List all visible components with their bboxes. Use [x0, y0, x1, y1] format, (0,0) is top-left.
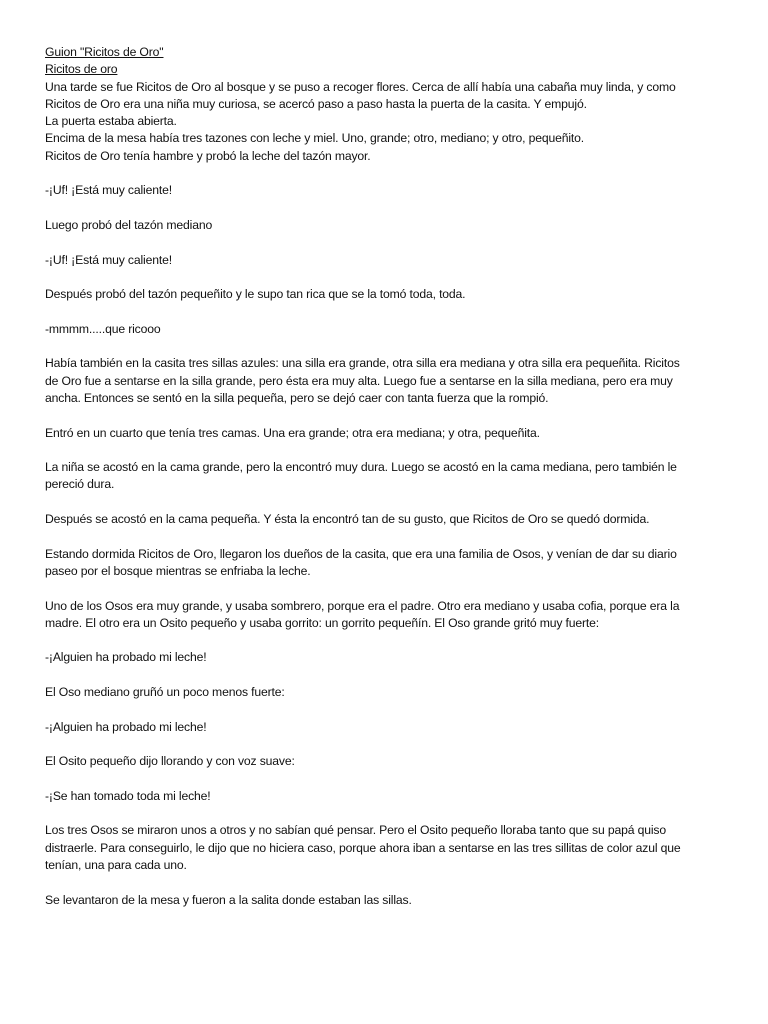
story-paragraph [45, 788, 725, 805]
paragraph-line: -¡Uf! ¡Está muy caliente! [45, 252, 172, 267]
story-paragraph [45, 321, 725, 338]
paragraph-gap [45, 632, 725, 649]
story-paragraph [45, 425, 725, 442]
story-paragraph [45, 511, 725, 528]
paragraph-gap [45, 528, 725, 545]
paragraph-line: de Oro fue a sentarse en la silla grande, pero ésta era muy alta. Luego fue a sentarse en la silla mediana, pero era muy [45, 373, 673, 388]
story-paragraph [45, 459, 725, 494]
paragraph-gap [45, 234, 725, 251]
paragraph-gap [45, 200, 725, 217]
paragraph-line: Luego probó del tazón mediano [45, 217, 213, 232]
paragraph-gap [45, 338, 725, 355]
paragraph-gap [45, 770, 725, 787]
story-paragraph [45, 684, 725, 701]
paragraph-gap [45, 667, 725, 684]
paragraph-line: El Oso mediano gruñó un poco menos fuerte: [45, 684, 285, 699]
paragraph-line: Después probó del tazón pequeñito y le supo tan rica que se la tomó toda, toda. [45, 287, 466, 302]
story-paragraph [45, 753, 725, 770]
paragraph-line: ancha. Entonces se sentó en la silla pequeña, pero se dejó caer con tanta fuerza que la rompió. [45, 390, 549, 405]
paragraph-gap [45, 701, 725, 718]
paragraph-line: -¡Alguien ha probado mi leche! [45, 650, 207, 665]
paragraph-gap [45, 874, 725, 891]
paragraph-line: Entró en un cuarto que tenía tres camas. Una era grande; otra era mediana; y otra, pequeñita. [45, 425, 540, 440]
intro-line: Ricitos de Oro era una niña muy curiosa, se acercó paso a paso hasta la puerta de la casita. Y empujó. [45, 96, 587, 111]
story-paragraph [45, 822, 725, 874]
story-paragraph [45, 598, 725, 633]
paragraph-line: pereció dura. [45, 477, 115, 492]
paragraph-gap [45, 303, 725, 320]
paragraph-gap [45, 494, 725, 511]
paragraph-gap [45, 165, 725, 182]
intro-paragraph [45, 79, 725, 165]
intro-line: Ricitos de Oro tenía hambre y probó la leche del tazón mayor. [45, 148, 371, 163]
paragraph-line: -¡Alguien ha probado mi leche! [45, 719, 207, 734]
paragraph-line: Después se acostó en la cama pequeña. Y ésta la encontró tan de su gusto, que Ricitos de Oro se quedó dormida. [45, 512, 650, 527]
paragraph-gap [45, 407, 725, 424]
paragraph-line: Estando dormida Ricitos de Oro, llegaron los dueños de la casita, que era una familia de Osos, y venían de dar su diario [45, 546, 677, 561]
paragraph-gap [45, 269, 725, 286]
paragraph-line: La niña se acostó en la cama grande, pero la encontró muy dura. Luego se acostó en la cama mediana, pero también le [45, 460, 677, 475]
story-paragraph [45, 719, 725, 736]
paragraph-line: Los tres Osos se miraron unos a otros y no sabían qué pensar. Pero el Osito pequeño lloraba tanto que su papá quiso [45, 823, 666, 838]
paragraph-line: paseo por el bosque mientras se enfriaba la leche. [45, 563, 311, 578]
document-title: Guion "Ricitos de Oro" [45, 45, 164, 59]
story-paragraph [45, 892, 725, 909]
paragraph-line: -¡Se han tomado toda mi leche! [45, 788, 211, 803]
paragraph-gap [45, 736, 725, 753]
document-page [45, 44, 725, 909]
paragraph-line: -mmmm.....que ricooo [45, 321, 161, 336]
story-paragraph [45, 252, 725, 269]
paragraph-line: Había también en la casita tres sillas azules: una silla era grande, otra silla era mediana y otra silla era pequeñita. Ricitos [45, 356, 680, 371]
paragraph-line: madre. El otro era un Osito pequeño y usaba gorrito: un gorrito pequeñín. El Oso grande gritó muy fuerte: [45, 615, 600, 630]
paragraph-gap [45, 442, 725, 459]
paragraph-line: distraerle. Para conseguirlo, le dijo que no hiciera caso, porque ahora iban a sentarse en las tres sillitas de color azul que [45, 840, 681, 855]
paragraph-line: Se levantaron de la mesa y fueron a la salita donde estaban las sillas. [45, 892, 412, 907]
intro-line: La puerta estaba abierta. [45, 114, 177, 129]
intro-line: Una tarde se fue Ricitos de Oro al bosque y se puso a recoger flores. Cerca de allí había una cabaña muy linda, y como [45, 79, 676, 94]
document-subtitle: Ricitos de oro [45, 62, 118, 77]
paragraph-gap [45, 805, 725, 822]
intro-line: Encima de la mesa había tres tazones con leche y miel. Uno, grande; otro, mediano; y otro, pequeñito. [45, 131, 585, 146]
story-paragraphs [45, 165, 725, 909]
story-paragraph [45, 355, 725, 407]
story-paragraph [45, 546, 725, 581]
paragraph-line: El Osito pequeño dijo llorando y con voz suave: [45, 754, 295, 769]
story-paragraph [45, 286, 725, 303]
paragraph-line: Uno de los Osos era muy grande, y usaba sombrero, porque era el padre. Otro era mediano y usaba cofia, porque era la [45, 598, 680, 613]
story-paragraph [45, 217, 725, 234]
paragraph-line: -¡Uf! ¡Está muy caliente! [45, 183, 172, 198]
paragraph-gap [45, 580, 725, 597]
paragraph-line: tenían, una para cada uno. [45, 857, 187, 872]
story-paragraph [45, 182, 725, 199]
story-paragraph [45, 649, 725, 666]
